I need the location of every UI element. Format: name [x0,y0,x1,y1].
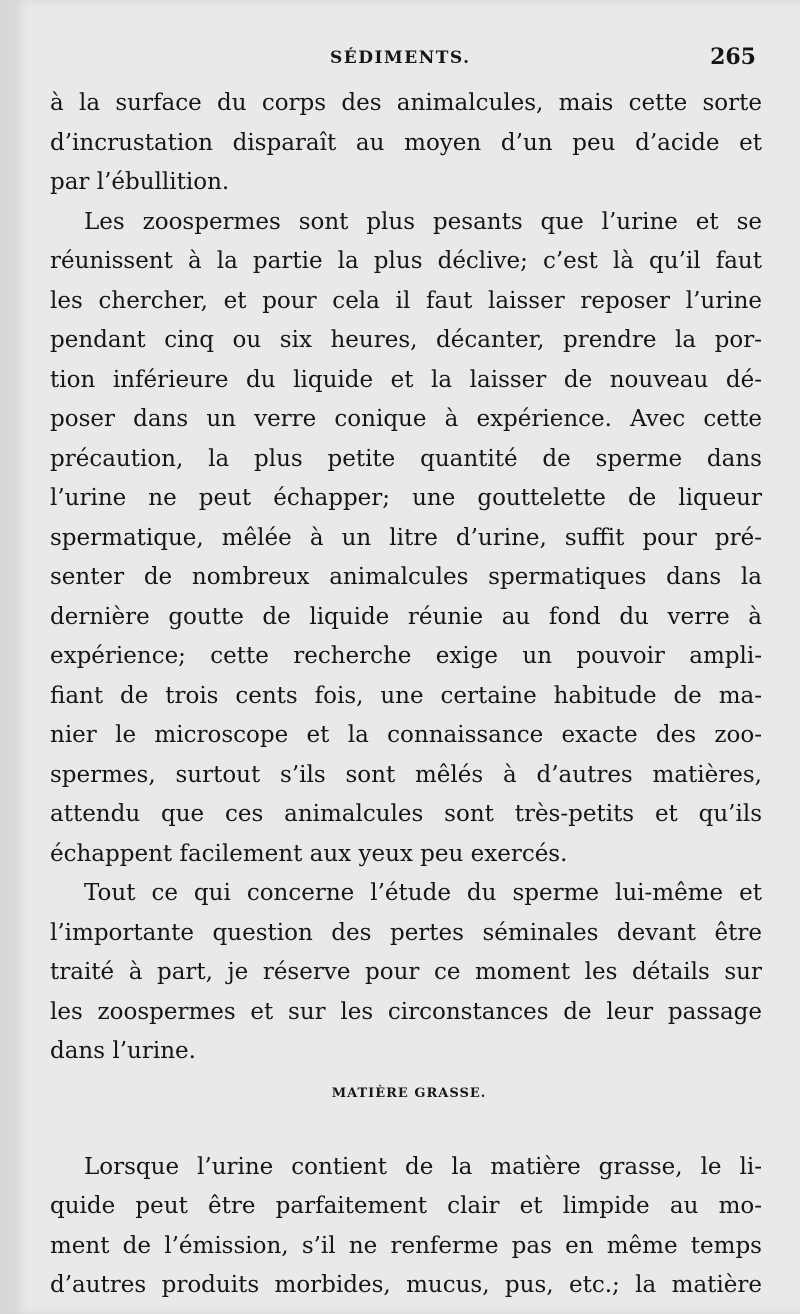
text-line: ment de l’émission, s’il ne renferme pas en même temps [50,1232,762,1259]
text-line: dernière goutte de liquide réunie au fond du verre à [50,603,762,630]
text-line: expérience; cette recherche exige un pouvoir ampli- [50,643,762,669]
text-line: senter de nombreux animalcules spermatiques dans la [50,564,762,590]
text-line: d’incrustation disparaît au moyen d’un peu d’acide et [50,129,762,156]
text-line: l’urine ne peut échapper; une gouttelette de liqueur [50,485,762,511]
section-heading: MATIÈRE GRASSE. [331,1085,487,1101]
book-page [14,0,800,1314]
text-line: les zoospermes et sur les circonstances de leur passage [50,998,762,1025]
text-line: l’importante question des pertes séminales devant être [50,919,762,946]
text-line: Tout ce qui concerne l’étude du sperme lui-même et [84,880,762,906]
page-header [14,44,800,80]
text-line: Les zoospermes sont plus pesants que l’urine et se [84,208,762,235]
spacer [50,1116,762,1148]
text-line: spermatique, mêlée à un litre d’urine, suffit pour pré- [50,524,762,551]
text-line: d’autres produits morbides, mucus, pus, etc.; la matière [50,1272,762,1298]
text-line: précaution, la plus petite quantité de sperme dans [50,445,762,472]
running-title: SÉDIMENTS. [330,48,471,68]
text-line: tion inférieure du liquide et la laisser de nouveau dé- [50,366,762,393]
text-line: spermes, surtout s’ils sont mêlés à d’autres matières, [50,761,762,788]
text-line: les chercher, et pour cela il faut laisser reposer l’urine [50,287,762,314]
text-line: à la surface du corps des animalcules, mais cette sorte [50,90,762,116]
text-line: traité à part, je réserve pour ce moment les détails sur [50,959,762,985]
text-line: pendant cinq ou six heures, décanter, prendre la por- [50,327,762,353]
page-number: 265 [710,44,756,70]
text-line: réunissent à la partie la plus déclive; c’est là qu’il faut [50,248,762,274]
text-line: dans l’urine. [50,1038,196,1064]
text-line: nier le microscope et la connaissance exacte des zoo- [50,722,762,748]
text-line: quide peut être parfaitement clair et limpide au mo- [50,1193,762,1219]
body-text [50,84,762,1306]
text-line: Lorsque l’urine contient de la matière grasse, le li- [84,1153,762,1180]
text-line: poser dans un verre conique à expérience. Avec cette [50,406,762,432]
text-line: par l’ébullition. [50,169,230,195]
text-line: échappent facilement aux yeux peu exercés. [50,840,568,867]
text-line: attendu que ces animalcules sont très-petits et qu’ils [50,801,762,827]
text-line: fiant de trois cents fois, une certaine habitude de ma- [50,682,762,709]
